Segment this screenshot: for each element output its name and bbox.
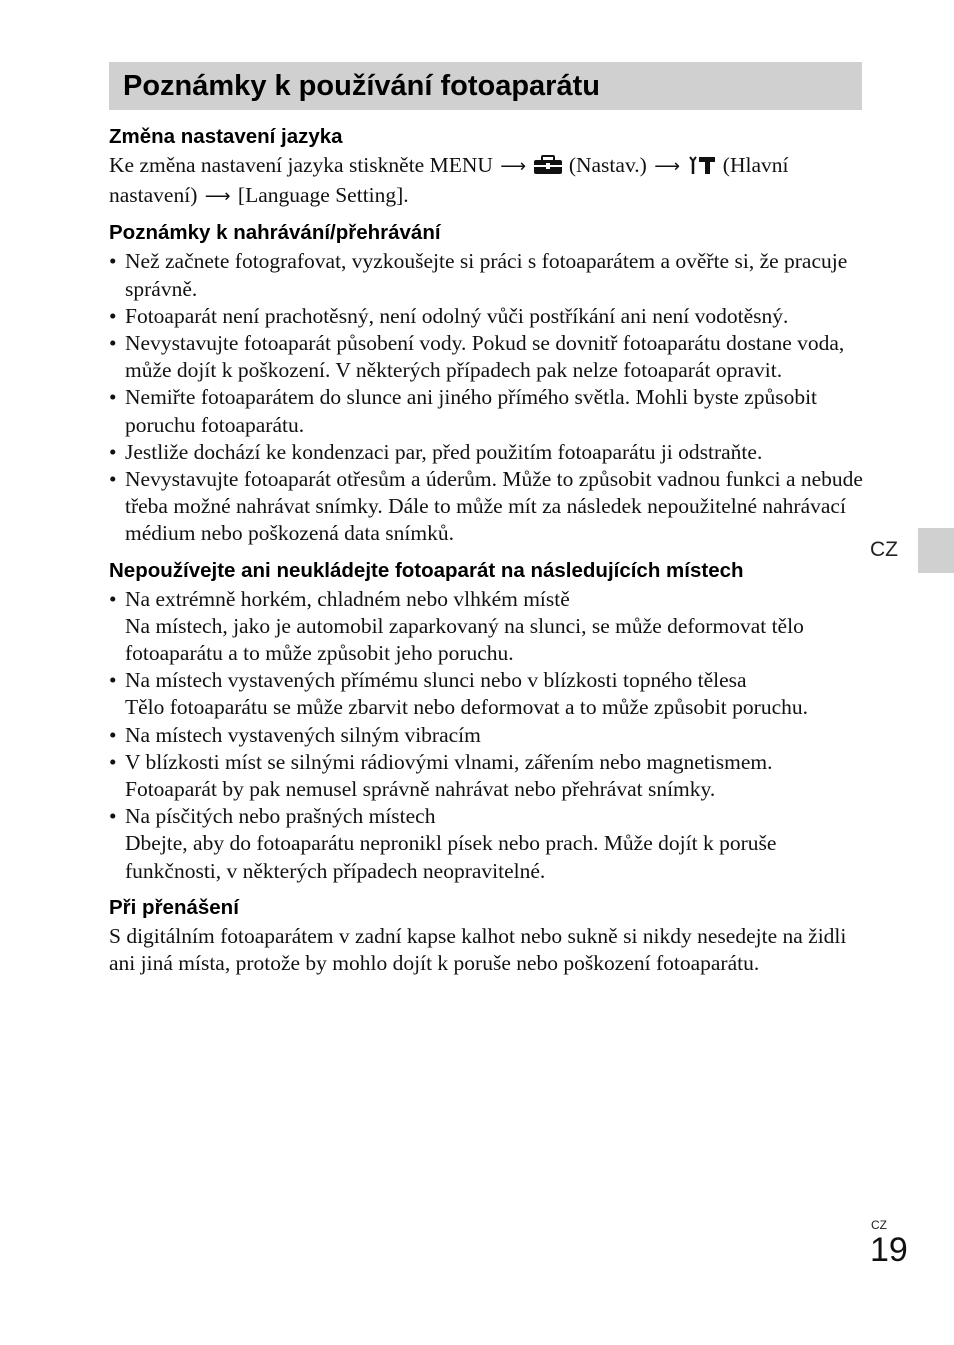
list-item: • Nevystavujte fotoaparát působení vody. Pokud se dovnitř fotoaparátu dostane voda, může dojít k poškození. V některých případech pak nelze fotoaparát opravit. [109,330,869,384]
section-storage [109,556,869,885]
arrow-right-icon: ⟶ [654,156,681,177]
language-instruction: Ke změna nastavení jazyka stiskněte MENU ⟶ (Nastav.) ⟶ (Hlavní nastavení) ⟶ [Language Setting]. [109,152,869,210]
page-language: CZ [871,1218,887,1232]
recording-notes-list [109,248,869,547]
section-heading: Při přenášení [109,895,239,919]
section-heading: Nepoužívejte ani neukládejte fotoaparát na následujících místech [109,558,744,582]
section-heading: Poznámky k nahrávání/přehrávání [109,221,441,245]
section-recording [109,218,869,547]
title-bar [109,62,862,110]
arrow-right-icon: ⟶ [500,156,527,177]
list-item: • Nemiřte fotoaparátem do slunce ani jiného přímého světla. Mohli byste způsobit poruchu fotoaparátu. [109,384,869,438]
wrench-icon [687,155,717,182]
list-item: • Na extrémně horkém, chladném nebo vlhkém místě Na místech, jako je automobil zaparkovaný na slunci, se může deformovat tělo fotoaparátu a to může způsobit jeho poruchu. [109,586,869,668]
list-item: • Na místech vystavených přímému slunci nebo v blízkosti topného tělesa Tělo fotoaparátu se může zbarvit nebo deformovat a to může způsobit poruchu. [109,667,869,721]
side-tab [918,528,954,573]
arrow-right-icon: ⟶ [204,186,231,208]
page-number: 19 [870,1231,908,1269]
section-language [109,122,869,210]
list-item: • V blízkosti míst se silnými rádiovými vlnami, zářením nebo magnetismem. Fotoaparát by pak nemusel správně nahrávat nebo přehrávat snímky. [109,749,869,803]
list-item: • Jestliže dochází ke kondenzaci par, před použitím fotoaparátu ji odstraňte. [109,439,869,466]
list-item: • Než začnete fotografovat, vyzkoušejte si práci s fotoaparátem a ověřte si, že pracuje správně. [109,248,869,302]
storage-places-list [109,586,869,885]
list-item: • Na místech vystavených silným vibracím [109,722,869,749]
list-item: • Na písčitých nebo prašných místech Dbejte, aby do fotoaparátu nepronikl písek nebo prach. Může dojít k poruše funkčnosti, v některých případech neopravitelné. [109,803,869,885]
list-item: • Nevystavujte fotoaparát otřesům a úderům. Může to způsobit vadnou funkci a nebude třeba možné nahrávat snímky. Dále to může mít za následek nepoužitelné nahrávací médium nebo poškozená data snímků. [109,466,869,548]
carrying-text: S digitálním fotoaparátem v zadní kapse kalhot nebo sukně si nikdy nesedejte na židli ani jiná místa, protože by mohlo dojít k poruše nebo poškození fotoaparátu. [109,923,847,976]
section-heading: Změna nastavení jazyka [109,125,343,148]
toolbox-icon [533,155,563,182]
content [109,122,869,985]
page-title: Poznámky k používání fotoaparátu [123,70,600,102]
list-item: • Fotoaparát není prachotěsný, není odolný vůči postříkání ani není vodotěsný. [109,303,869,330]
section-carrying [109,893,869,977]
side-tab-label: CZ [870,538,898,561]
